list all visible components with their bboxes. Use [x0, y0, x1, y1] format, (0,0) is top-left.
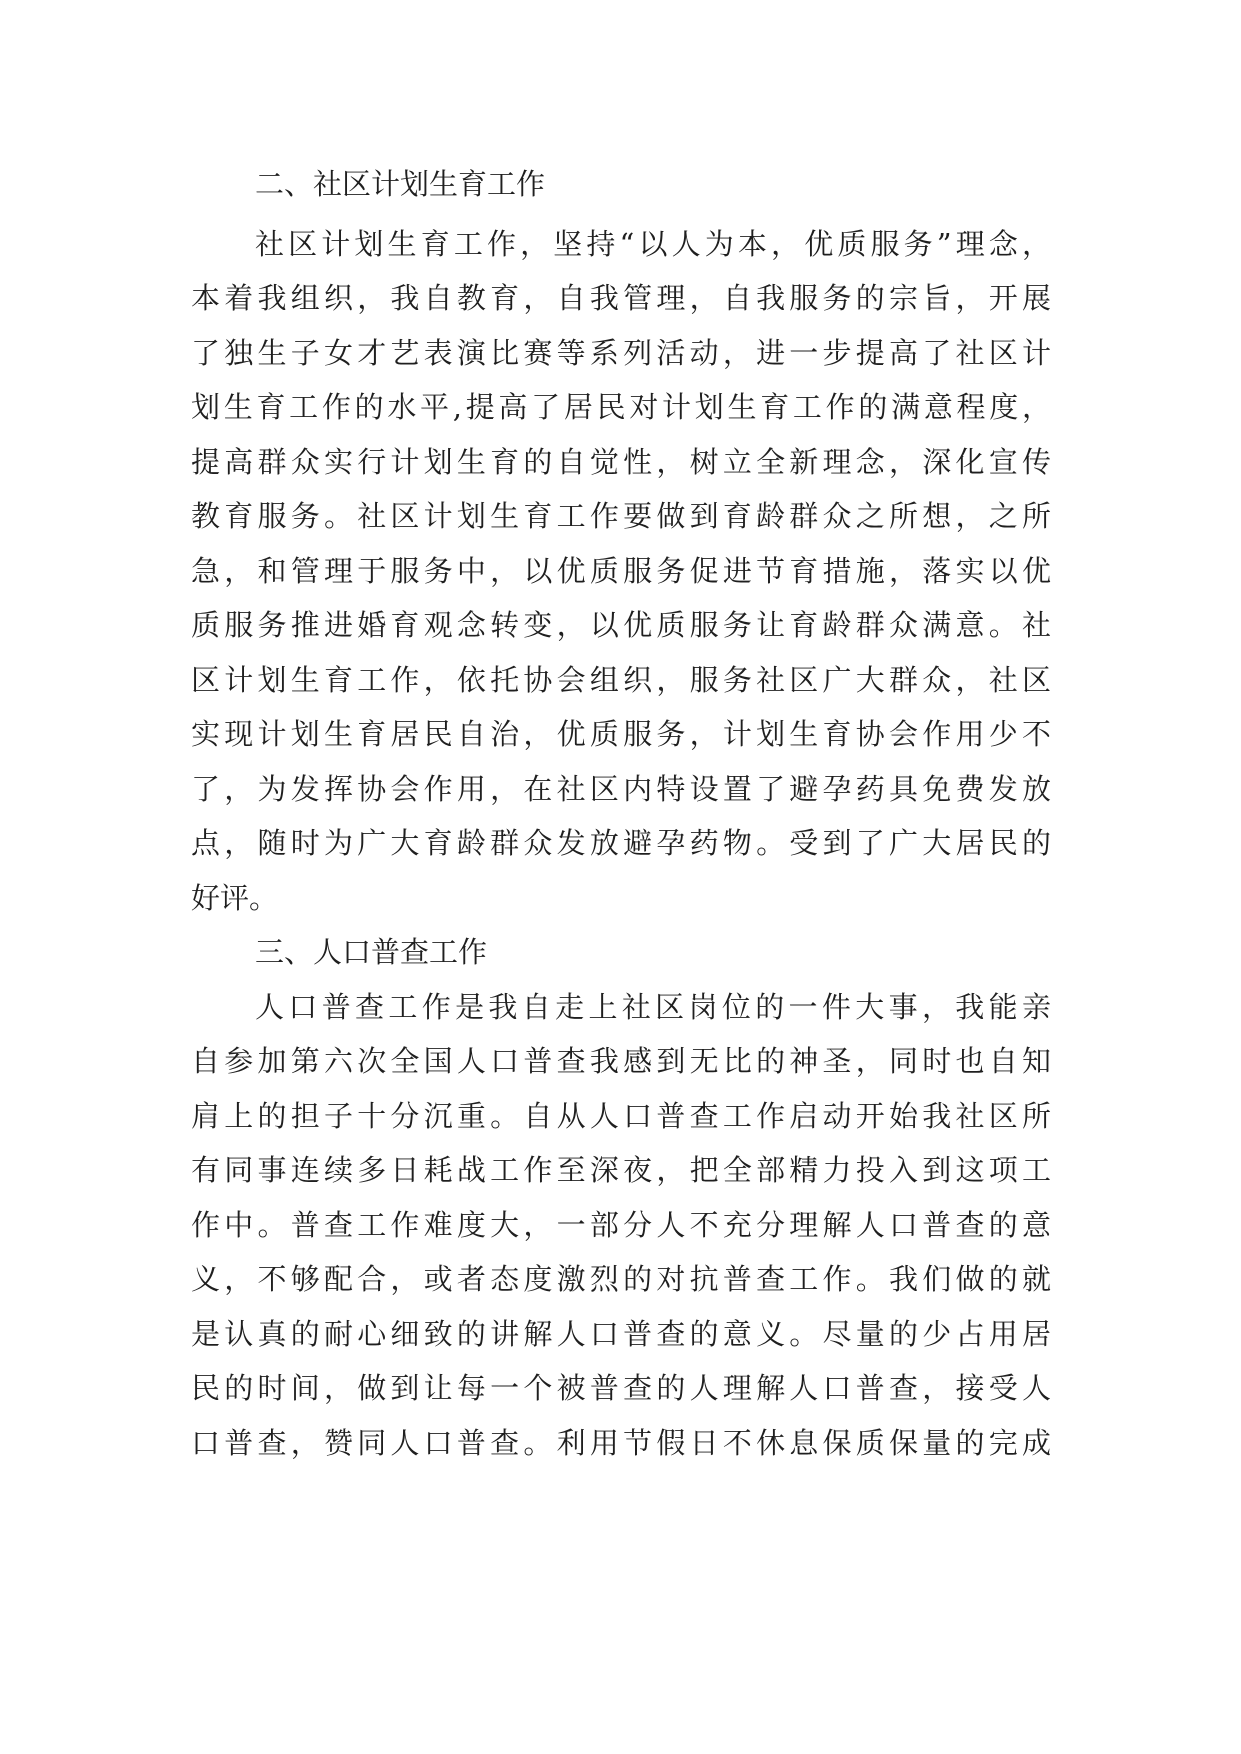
paragraph-line: 了独生子女才艺表演比赛等系列活动，进一步提高了社区计: [191, 336, 1051, 370]
paragraph-line: 区计划生育工作，依托协会组织，服务社区广大群众，社区: [191, 663, 1051, 697]
paragraph-line: 有同事连续多日耗战工作至深夜，把全部精力投入到这项工: [191, 1153, 1051, 1187]
paragraph-line: 义，不够配合，或者态度激烈的对抗普查工作。我们做的就: [191, 1262, 1051, 1296]
paragraph-line: 提高群众实行计划生育的自觉性，树立全新理念，深化宣传: [191, 445, 1051, 479]
paragraph-line: 教育服务。社区计划生育工作要做到育龄群众之所想，之所: [191, 499, 1051, 533]
paragraph-line: 急，和管理于服务中，以优质服务促进节育措施，落实以优: [191, 554, 1051, 588]
paragraph-line: 质服务推进婚育观念转变，以优质服务让育龄群众满意。社: [191, 608, 1051, 642]
paragraph-line: 人口普查工作是我自走上社区岗位的一件大事，我能亲: [255, 990, 1051, 1024]
paragraph-line: 肩上的担子十分沉重。自从人口普查工作启动开始我社区所: [191, 1099, 1051, 1133]
paragraph-line: 口普查，赞同人口普查。利用节假日不休息保质保量的完成: [191, 1426, 1051, 1460]
paragraph-line: 好评。: [191, 881, 279, 915]
paragraph-line: 是认真的耐心细致的讲解人口普查的意义。尽量的少占用居: [191, 1317, 1051, 1351]
paragraph-line: 点，随时为广大育龄群众发放避孕药物。受到了广大居民的: [191, 826, 1051, 860]
paragraph-line: 民的时间，做到让每一个被普查的人理解人口普查，接受人: [191, 1371, 1051, 1405]
section-heading-family-planning: 二、社区计划生育工作: [255, 167, 546, 201]
paragraph-line: 作中。普查工作难度大，一部分人不充分理解人口普查的意: [191, 1208, 1051, 1242]
paragraph-line: 本着我组织，我自教育，自我管理，自我服务的宗旨，开展: [191, 281, 1051, 315]
paragraph-line: 实现计划生育居民自治，优质服务，计划生育协会作用少不: [191, 717, 1051, 751]
section-heading-census: 三、人口普查工作: [255, 935, 488, 969]
paragraph-line: 自参加第六次全国人口普查我感到无比的神圣，同时也自知: [191, 1044, 1051, 1078]
paragraph-line: 社区计划生育工作，坚持“以人为本，优质服务”理念，: [255, 227, 1051, 261]
paragraph-line: 划生育工作的水平,提高了居民对计划生育工作的满意程度，: [191, 390, 1051, 424]
paragraph-line: 了，为发挥协会作用，在社区内特设置了避孕药具免费发放: [191, 772, 1051, 806]
